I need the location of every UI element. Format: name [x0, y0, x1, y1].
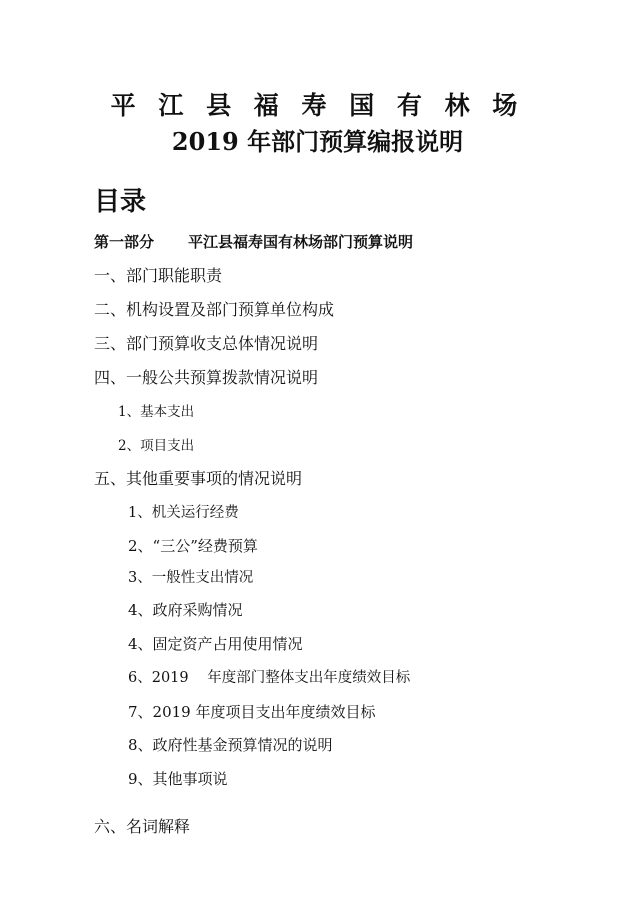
- toc-entry-3: 三、部门预算收支总体情况说明: [94, 334, 319, 353]
- toc-entry-5-5: 4、固定资产占用使用情况: [128, 635, 303, 653]
- toc-heading: 目录: [94, 187, 147, 217]
- toc-entry-5-4: 4、政府采购情况: [128, 601, 243, 619]
- toc-entry-5-6: 6、2019 年度部门整体支出年度绩效目标: [128, 670, 411, 686]
- toc-part-one-label: 第一部分: [94, 233, 155, 251]
- toc-entry-4-2: 2、项目支出: [118, 438, 195, 454]
- toc-entry-1: 一、部门职能职责: [94, 266, 223, 285]
- toc-entry-5-8: 8、政府性基金预算情况的说明: [128, 736, 333, 754]
- toc-entry-5-9: 9、其他事项说: [128, 770, 228, 788]
- toc-entry-5-2: 2、“三公”经费预算: [128, 537, 258, 555]
- toc-part-one-title: 平江县福寿国有林场部门预算说明: [188, 233, 414, 251]
- toc-part-one: [94, 231, 413, 253]
- toc-entry-5: 五、其他重要事项的情况说明: [94, 469, 303, 488]
- toc-entry-4: 四、一般公共预算拨款情况说明: [94, 368, 319, 387]
- toc-entry-5-1: 1、机关运行经费: [128, 505, 239, 521]
- toc-entry-4-1: 1、基本支出: [118, 404, 195, 420]
- toc-entry-6: 六、名词解释: [94, 817, 191, 836]
- toc-entry-5-7: 7、2019 年度项目支出年度绩效目标: [128, 703, 376, 721]
- document-title-line2: 2019 年部门预算编报说明: [171, 127, 464, 156]
- document-title-line1: 平 江 县 福 寿 国 有 林 场: [110, 91, 525, 120]
- toc-entry-2: 二、机构设置及部门预算单位构成: [94, 300, 335, 319]
- toc-entry-5-3: 3、一般性支出情况: [128, 570, 254, 586]
